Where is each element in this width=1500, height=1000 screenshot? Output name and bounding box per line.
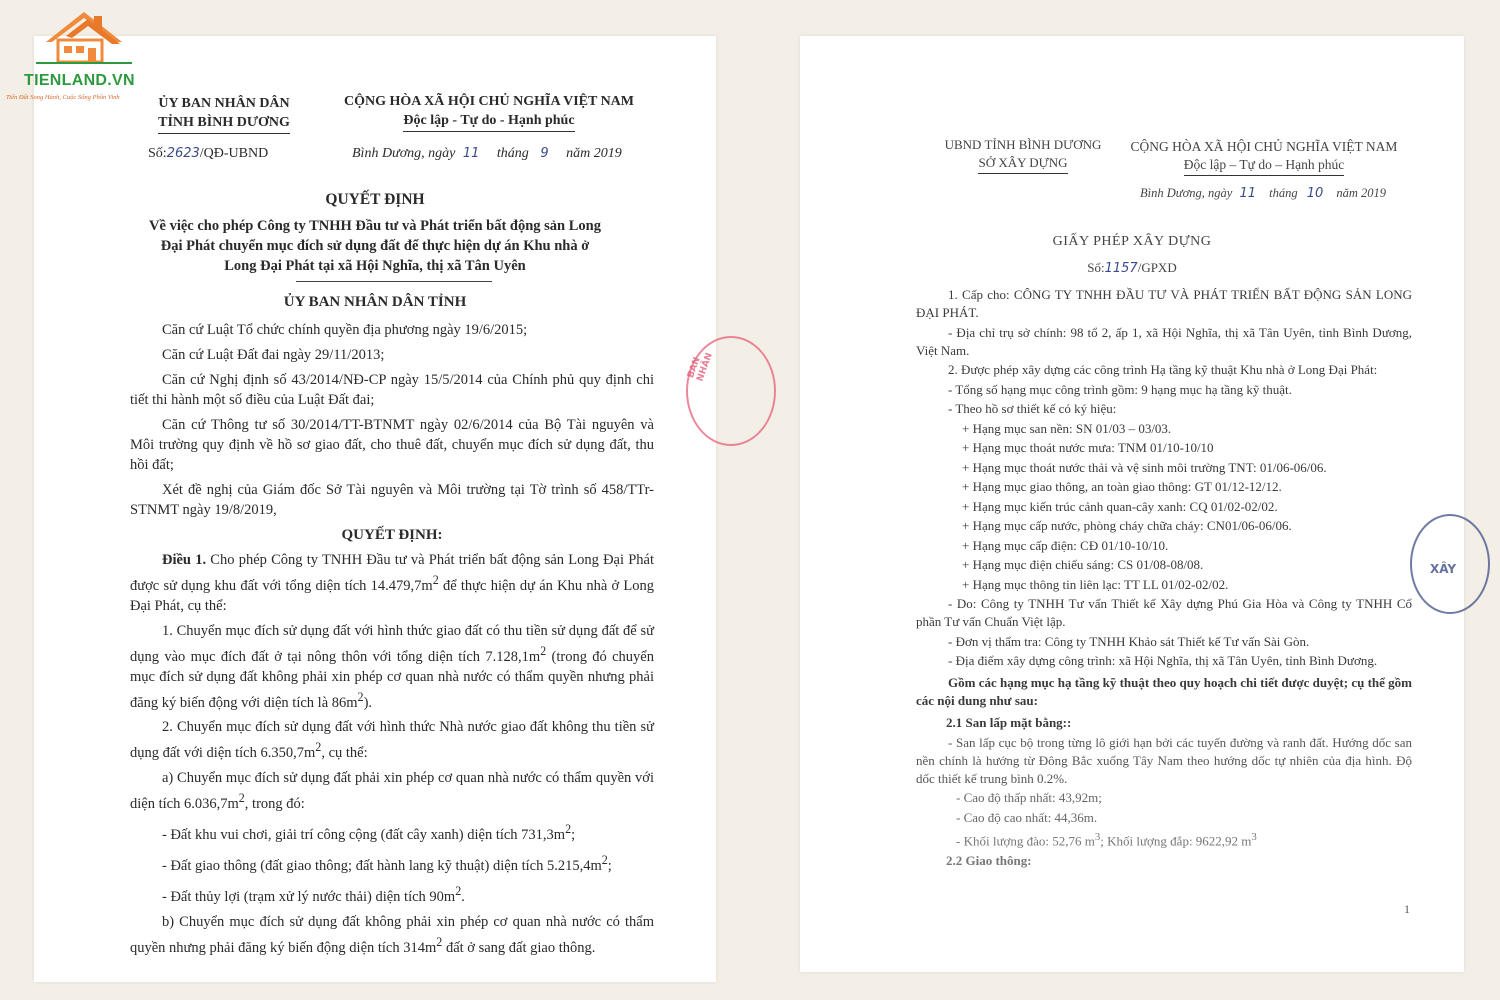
subject-line-2: Đại Phát chuyển mục đích sử dụng đất để thực hiện dự án Khu nhà ở xyxy=(160,238,590,254)
logo-slogan: Tiến Đất Song Hành, Cuộc Sống Phồn Vinh xyxy=(6,94,120,101)
design-item: + Hạng mục giao thông, an toàn giao thông: GT 01/12-12/12. xyxy=(962,479,1282,494)
total-items: - Tổng số hạng mục công trình gồm: 9 hạng mục hạ tầng kỹ thuật. xyxy=(948,381,1292,397)
document-title: QUYẾT ĐỊNH xyxy=(325,191,425,208)
permit-nation-line-2: Độc lập – Tự do – Hạnh phúc xyxy=(1184,156,1344,176)
permit-number-suffix: /GPXD xyxy=(1137,260,1177,275)
bullet-3: - Đất thủy lợi (trạm xử lý nước thải) diện tích $90m^2$. xyxy=(162,883,465,905)
basis-1: Căn cứ Luật Tổ chức chính quyền địa phương ngày 19/6/2015; xyxy=(162,322,528,338)
permit-date-place: Bình Dương, ngày xyxy=(1140,186,1233,200)
number-suffix: /QĐ-UBND xyxy=(199,146,269,161)
proposal: Xét đề nghị của Giám đốc Sở Tài nguyên và Môi trường tại Tờ trình số 458/TTr-STNMT ngày 19/8/2019, xyxy=(130,482,654,518)
item-2a: a) Chuyển mục đích sử dụng đất phải xin phép cơ quan nhà nước có thẩm quyền với diện tích $6.036,7m^2$, trong đó: xyxy=(130,770,654,813)
date-place: Bình Dương, ngày xyxy=(352,146,456,161)
page-number: 1 xyxy=(1404,902,1410,916)
article-1-label: Điều 1. xyxy=(162,552,207,568)
permit-date xyxy=(1140,186,1386,201)
blue-seal-text: XÂY xyxy=(1430,562,1457,576)
nation-header xyxy=(324,92,654,132)
number-prefix: Số: xyxy=(148,146,167,161)
permit-nation-line-1: CỘNG HÒA XÃ HỘI CHỦ NGHĨA VIỆT NAM xyxy=(1130,139,1398,154)
permit-number xyxy=(800,260,1464,276)
permit-title: GIẤY PHÉP XÂY DỰNG xyxy=(1052,234,1212,249)
date-month: 9 xyxy=(540,146,549,161)
authority-heading: ỦY BAN NHÂN DÂN TỈNH xyxy=(283,294,467,310)
permit-date-month-label: tháng xyxy=(1269,186,1298,200)
agency-line-2: TỈNH BÌNH DƯƠNG xyxy=(158,113,290,134)
permit-date-year: năm 2019 xyxy=(1336,186,1387,200)
permit-number-handwritten: 1157 xyxy=(1104,261,1138,276)
design-items-list xyxy=(916,420,1412,594)
item-2b: b) Chuyển mục đích sử dụng đất không phải xin phép cơ quan nhà nước có thẩm quyền nhưng phải đăng ký biến động diện tích $314m^2$ đất ở sang đất giao thông. xyxy=(130,913,654,956)
includes-note: Gồm các hạng mục hạ tầng kỹ thuật theo quy hoạch chi tiết được duyệt; cụ thể gồm các nội dung như sau: xyxy=(916,675,1412,708)
earthwork-volume: - Khối lượng đào: 52,76 $m^3$; Khối lượng đắp: 9622,92 $m^3$ xyxy=(956,831,1257,849)
permit-nation-header xyxy=(1104,138,1424,176)
number-handwritten: 2623 xyxy=(166,146,200,161)
permit-date-month: 10 xyxy=(1306,186,1324,201)
design-item: + Hạng mục cấp điện: CĐ 01/10-10/10. xyxy=(962,537,1169,553)
article-1: Điều 1. Cho phép Công ty TNHH Đầu tư và Phát triển bất động sản Long Đại Phát được sử dụng khu đất với tổng diện tích $14.479,7m^2$ để thực hiện dự án Khu nhà ở Long Đại Phát, cụ thể: xyxy=(130,552,655,614)
document-subject xyxy=(34,216,716,276)
permit-agency-line-1: UBND TỈNH BÌNH DƯƠNG xyxy=(944,137,1102,152)
permitted-works: 2. Được phép xây dựng các công trình Hạ tầng kỹ thuật Khu nhà ở Long Đại Phát: xyxy=(948,362,1378,377)
date-day: 11 xyxy=(462,146,480,161)
basis-4: Căn cứ Thông tư số 30/2014/TT-BTNMT ngày 02/6/2014 của Bộ Tài nguyên và Môi trường quy định về hồ sơ giao đất, cho thuê đất, chuyển mục đích sử dụng đất, thu hồi đất; xyxy=(130,417,654,473)
basis-3: Căn cứ Nghị định số 43/2014/NĐ-CP ngày 15/5/2014 của Chính phủ quy định chi tiết thi hành một số điều của Luật Đất đai; xyxy=(130,372,654,408)
logo-name: TIENLAND.VN xyxy=(24,72,135,89)
permit-date-day: 11 xyxy=(1239,186,1256,201)
head-office-address: - Địa chỉ trụ sở chính: 98 tổ 2, ấp 1, xã Hội Nghĩa, thị xã Tân Uyên, tỉnh Bình Dương, Việt Nam. xyxy=(916,324,1412,358)
red-seal-text: BAN NHÂN xyxy=(686,351,715,383)
nation-line-1: CỘNG HÒA XÃ HỘI CHỦ NGHĨA VIỆT NAM xyxy=(343,94,634,109)
tienland-logo xyxy=(6,8,166,108)
permit-number-prefix: Số: xyxy=(1087,260,1105,275)
design-item: + Hạng mục kiến trúc cảnh quan-cây xanh: CQ 01/02-02/02. xyxy=(962,498,1278,514)
construction-permit-page xyxy=(800,36,1464,972)
verifier: - Đơn vị thẩm tra: Công ty TNHH Khảo sát Thiết kế Tư vấn Sài Gòn. xyxy=(948,633,1310,649)
agency-line-1: ỦY BAN NHÂN DÂN xyxy=(158,96,290,111)
decision-body xyxy=(130,320,654,962)
subject-line-1: Về việc cho phép Công ty TNHH Đầu tư và Phát triển bất động sản Long xyxy=(149,218,601,234)
design-item: + Hạng mục san nền: SN 01/03 – 03/03. xyxy=(962,420,1172,436)
date-month-label: tháng xyxy=(496,146,529,161)
basis-2: Căn cứ Luật Đất đai ngày 29/11/2013; xyxy=(162,347,385,363)
subject-line-3: Long Đại Phát tại xã Hội Nghĩa, thị xã Tân Uyên xyxy=(224,258,526,274)
subject-divider xyxy=(296,281,492,282)
section-2-1-text: - San lấp cục bộ trong từng lô giới hạn bởi các tuyến đường và ranh đất. Hướng dốc san nền chính là hướng từ Đông Bắc xuống Tây Nam theo hướng dốc tự nhiên của địa hình. Độ dốc thiết kế trung bình 0.2%. xyxy=(916,734,1412,786)
document-number xyxy=(148,146,268,162)
section-2-2: 2.2 Giao thông: xyxy=(946,852,1032,868)
date-year: năm 2019 xyxy=(566,146,622,161)
design-codes: - Theo hồ sơ thiết kế có ký hiệu: xyxy=(948,401,1117,416)
design-item: + Hạng mục thông tin liên lạc: TT LL 01/02-02/02. xyxy=(962,576,1229,592)
lowest-elevation: - Cao độ thấp nhất: 43,92m; xyxy=(956,790,1102,805)
bullet-1: - Đất khu vui chơi, giải trí công cộng (đất cây xanh) diện tích $731,3m^2$; xyxy=(162,822,576,843)
design-item: + Hạng mục cấp nước, phòng cháy chữa cháy: CN01/06-06/06. xyxy=(962,518,1292,533)
document-date xyxy=(352,146,622,162)
highest-elevation: - Cao độ cao nhất: 44,36m. xyxy=(956,809,1098,825)
designer: - Do: Công ty TNHH Tư vấn Thiết kế Xây dựng Phú Gia Hòa và Công ty TNHH Cổ phần Tư vấn Chuẩn Việt lập. xyxy=(916,596,1412,629)
permit-agency-header xyxy=(918,136,1128,174)
permit-body xyxy=(916,286,1412,871)
nation-line-2: Độc lập - Tự do - Hạnh phúc xyxy=(403,111,574,132)
design-item: + Hạng mục điện chiếu sáng: CS 01/08-08/08. xyxy=(962,557,1204,572)
design-item: + Hạng mục thoát nước mưa: TNM 01/10-10/10 xyxy=(962,440,1214,455)
bullet-2: - Đất giao thông (đất giao thông; đất hành lang kỹ thuật) diện tích $5.215,4m^2$; xyxy=(162,852,612,874)
section-2-1: 2.1 San lấp mặt bằng:: xyxy=(946,715,1072,730)
decision-heading: QUYẾT ĐỊNH: xyxy=(341,527,443,543)
permit-agency-line-2: SỞ XÂY DỰNG xyxy=(978,154,1067,174)
issued-to: 1. Cấp cho: CÔNG TY TNHH ĐẦU TƯ VÀ PHÁT TRIỂN BẤT ĐỘNG SẢN LONG ĐẠI PHÁT. xyxy=(916,287,1412,320)
design-item: + Hạng mục thoát nước thải và vệ sinh môi trường TNT: 01/06-06/06. xyxy=(962,459,1327,475)
item-1: 1. Chuyển mục đích sử dụng đất với hình thức giao đất có thu tiền sử dụng đất để sử dụng vào mục đích đất ở tại nông thôn với tổng diện tích $7.128,1m^2$ (trong đó chuyển mục đích sử dụng đất không phải xin phép cơ quan nhà nước có thẩm quyền nhưng phải đăng ký biến động với diện tích là $86m^2$). xyxy=(130,622,654,711)
decision-document-page xyxy=(34,36,716,982)
construction-location: - Địa điểm xây dựng công trình: xã Hội Nghĩa, thị xã Tân Uyên, tỉnh Bình Dương. xyxy=(948,653,1378,668)
house-logo-icon xyxy=(36,8,132,64)
item-2: 2. Chuyển mục đích sử dụng đất với hình thức Nhà nước giao đất không thu tiền sử dụng đất với diện tích $6.350,7m^2$, cụ thể: xyxy=(130,719,654,762)
